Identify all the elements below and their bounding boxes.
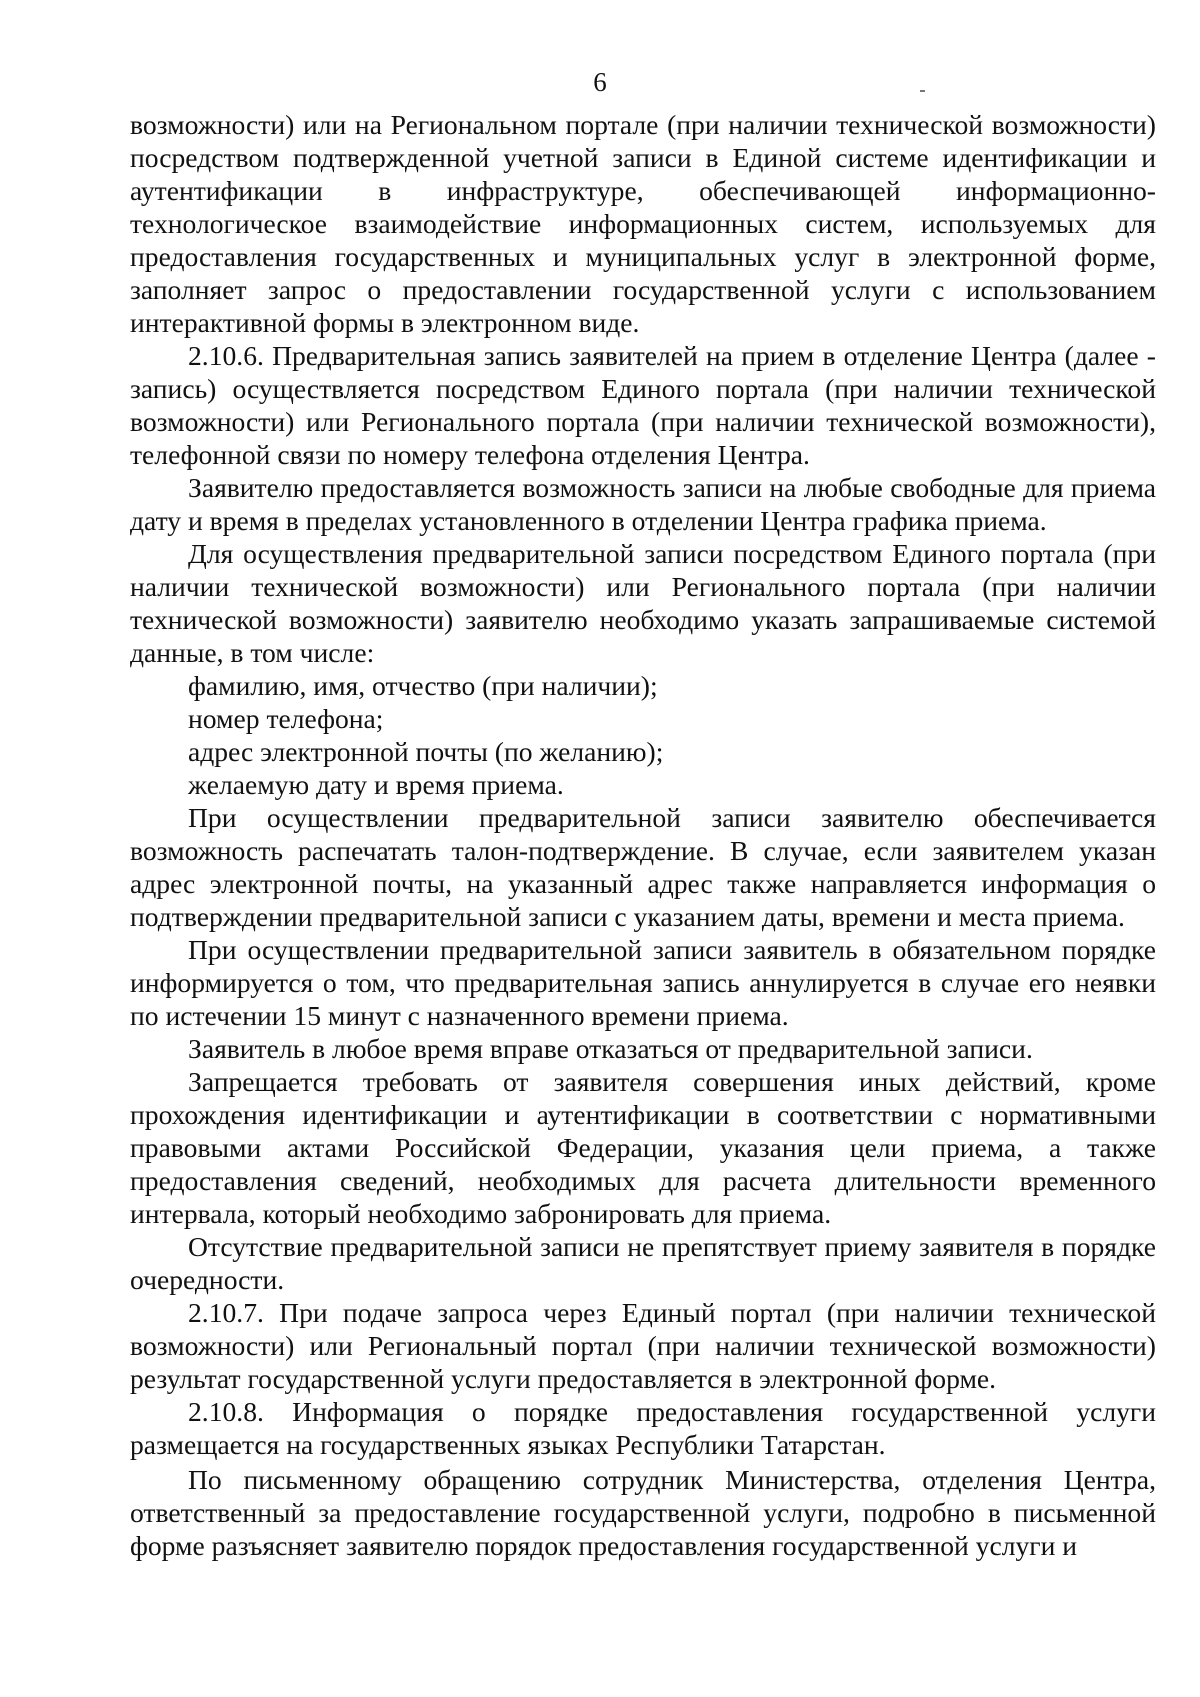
- paragraph: При осуществлении предварительной записи заявителю обеспечивается возможность распечатать талон-подтверждение. В случае, если заявителем указан адрес электронной почты, на указанный адрес также направляется информация о подтверждении предварительной записи с указанием даты, времени и места приема.: [130, 802, 1156, 932]
- paragraph: Запрещается требовать от заявителя совершения иных действий, кроме прохождения идентификации и аутентификации в соответствии с нормативными правовыми актами Российской Федерации, указания цели приема, а также предоставления сведений, необходимых для расчета длительности временного интервала, который необходимо забронировать для приема.: [130, 1066, 1156, 1229]
- paragraph: 2.10.6. Предварительная запись заявителей на прием в отделение Центра (далее - запись) осуществляется посредством Единого портала (при наличии технической возможности) или Регионального портала (при наличии технической возможности), телефонной связи по номеру телефона отделения Центра.: [130, 340, 1156, 470]
- paragraph: По письменному обращению сотрудник Министерства, отделения Центра, ответственный за предоставление государственной услуги, подробно в письменной форме разъясняет заявителю порядок предоставления государственной услуги и: [130, 1464, 1156, 1561]
- paragraph: При осуществлении предварительной записи заявитель в обязательном порядке информируется о том, что предварительная запись аннулируется в случае его неявки по истечении 15 минут с назначенного времени приема.: [130, 934, 1156, 1031]
- list-item: желаемую дату и время приема.: [188, 769, 564, 800]
- scan-speck: [920, 90, 925, 92]
- document-body: [130, 108, 1156, 1562]
- paragraph: 2.10.7. При подаче запроса через Единый портал (при наличии технической возможности) или Региональный портал (при наличии технической возможности) результат государственной услуги предоставляется в электронной форме.: [130, 1297, 1156, 1394]
- list-item: номер телефона;: [188, 703, 384, 734]
- paragraph: возможности) или на Региональном портале (при наличии технической возможности) посредством подтвержденной учетной записи в Единой системе идентификации и аутентификации в инфраструктуре, обеспечивающей информационно-технологическое взаимодействие информационных систем, используемых для предоставления государственных и муниципальных услуг в электронной форме, заполняет запрос о предоставлении государственной услуги с использованием интерактивной формы в электронном виде.: [130, 109, 1156, 338]
- paragraph: Заявителю предоставляется возможность записи на любые свободные для приема дату и время в пределах установленного в отделении Центра графика приема.: [130, 472, 1156, 536]
- paragraph: Заявитель в любое время вправе отказаться от предварительной записи.: [188, 1033, 1033, 1064]
- list-item: фамилию, имя, отчество (при наличии);: [188, 670, 658, 701]
- paragraph: Отсутствие предварительной записи не препятствует приему заявителя в порядке очередности.: [130, 1231, 1156, 1295]
- paragraph: 2.10.8. Информация о порядке предоставления государственной услуги размещается на государственных языках Республики Татарстан.: [130, 1396, 1156, 1460]
- list-item: адрес электронной почты (по желанию);: [188, 736, 664, 767]
- page-number: 6: [593, 67, 607, 97]
- paragraph: Для осуществления предварительной записи посредством Единого портала (при наличии технической возможности) или Регионального портала (при наличии технической возможности) заявителю необходимо указать запрашиваемые системой данные, в том числе:: [130, 538, 1156, 668]
